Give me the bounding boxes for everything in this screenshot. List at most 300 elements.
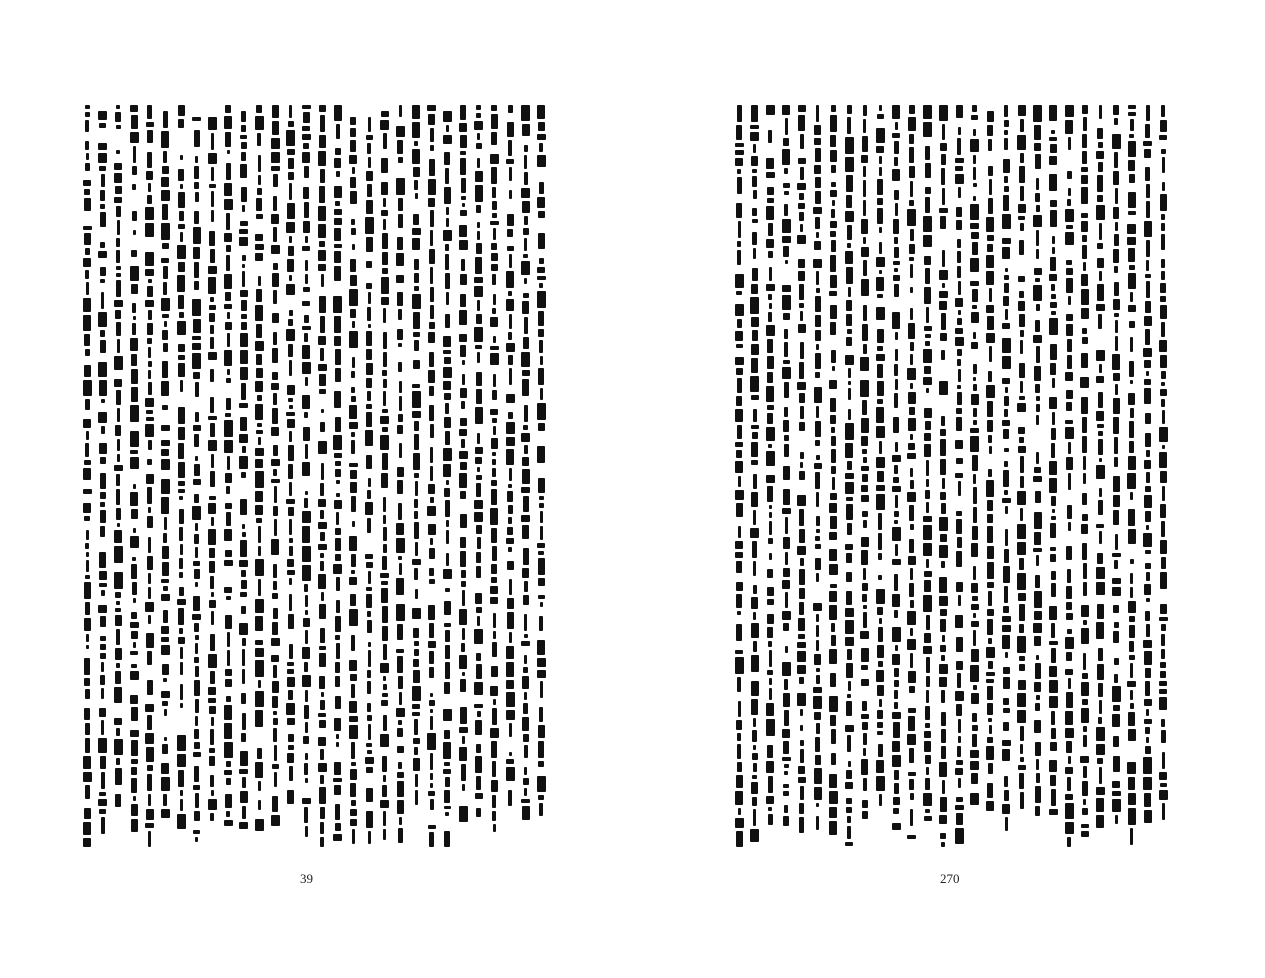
- script-glyph: [986, 647, 995, 658]
- script-glyph: [876, 146, 884, 153]
- script-glyph: [768, 294, 772, 300]
- script-glyph: [302, 546, 311, 562]
- script-glyph: [490, 154, 499, 164]
- script-glyph: [318, 544, 327, 550]
- script-glyph: [766, 105, 775, 115]
- script-glyph: [970, 281, 979, 286]
- script-glyph: [924, 731, 931, 738]
- script-glyph: [1113, 631, 1119, 643]
- script-glyph: [177, 275, 185, 292]
- script-glyph: [1052, 247, 1055, 254]
- script-glyph: [1036, 230, 1039, 246]
- script-glyph: [382, 693, 388, 697]
- script-glyph: [925, 268, 930, 284]
- script-glyph: [380, 734, 389, 747]
- script-glyph: [1098, 314, 1102, 329]
- script-glyph: [211, 210, 214, 222]
- script-glyph: [524, 614, 527, 631]
- script-glyph: [491, 114, 498, 129]
- script-glyph: [799, 529, 805, 543]
- script-glyph: [132, 211, 137, 221]
- script-glyph: [351, 800, 356, 806]
- script-glyph: [766, 172, 775, 178]
- script-glyph: [273, 564, 277, 578]
- script-glyph: [907, 835, 916, 839]
- script-glyph: [194, 281, 199, 290]
- script-glyph: [492, 213, 497, 218]
- script-glyph: [829, 380, 837, 389]
- script-glyph: [430, 497, 434, 503]
- script-glyph: [492, 274, 496, 285]
- script-glyph: [847, 735, 851, 752]
- script-glyph: [1051, 496, 1056, 506]
- script-glyph: [133, 484, 136, 489]
- script-glyph: [335, 349, 341, 365]
- script-glyph: [1049, 174, 1057, 191]
- script-glyph: [1081, 628, 1089, 644]
- script-glyph: [226, 778, 231, 785]
- script-glyph: [101, 590, 105, 596]
- script-glyph: [1162, 445, 1165, 449]
- script-glyph: [367, 620, 372, 633]
- script-glyph: [877, 294, 883, 298]
- script-glyph: [398, 762, 402, 769]
- script-glyph: [1112, 791, 1121, 796]
- script-glyph: [736, 582, 743, 591]
- script-glyph: [444, 601, 451, 615]
- script-glyph: [799, 509, 804, 526]
- script-glyph: [476, 243, 482, 254]
- script-glyph: [972, 105, 977, 112]
- script-glyph: [816, 105, 819, 122]
- script-glyph: [847, 461, 852, 470]
- script-glyph: [783, 466, 790, 480]
- script-glyph: [1113, 705, 1120, 711]
- script-glyph: [942, 635, 945, 642]
- script-glyph: [829, 821, 837, 835]
- script-glyph: [970, 436, 979, 452]
- script-glyph: [766, 427, 775, 441]
- script-glyph: [178, 363, 185, 377]
- script-glyph: [131, 369, 138, 384]
- script-glyph: [1034, 467, 1041, 473]
- script-glyph: [923, 525, 932, 540]
- script-glyph: [1002, 635, 1010, 649]
- script-glyph: [145, 207, 154, 220]
- script-glyph: [782, 219, 791, 233]
- script-glyph: [305, 236, 308, 243]
- script-glyph: [1052, 509, 1055, 513]
- script-glyph: [492, 708, 497, 725]
- script-glyph: [863, 748, 866, 756]
- script-glyph: [430, 466, 433, 481]
- script-glyph: [769, 512, 772, 518]
- script-glyph: [334, 762, 341, 775]
- script-glyph: [767, 745, 773, 758]
- script-glyph: [444, 152, 450, 165]
- script-glyph: [829, 564, 838, 575]
- script-glyph: [940, 216, 946, 229]
- script-glyph: [926, 388, 929, 393]
- script-glyph: [939, 270, 948, 280]
- script-glyph: [241, 300, 247, 311]
- script-glyph: [537, 403, 546, 420]
- script-glyph: [493, 294, 496, 305]
- script-glyph: [99, 123, 106, 128]
- script-glyph: [862, 136, 868, 152]
- script-glyph: [989, 346, 992, 362]
- script-glyph: [178, 344, 185, 352]
- script-glyph: [894, 190, 899, 200]
- script-glyph: [735, 650, 743, 654]
- script-glyph: [1159, 790, 1168, 800]
- script-glyph: [1003, 667, 1010, 674]
- script-glyph: [521, 799, 530, 803]
- script-glyph: [98, 362, 107, 377]
- script-glyph: [443, 742, 451, 759]
- script-glyph: [1159, 427, 1168, 442]
- script-glyph: [1097, 664, 1104, 680]
- script-glyph: [973, 167, 976, 180]
- script-glyph: [429, 352, 434, 367]
- script-glyph: [381, 588, 388, 603]
- script-glyph: [753, 641, 757, 652]
- script-glyph: [923, 516, 932, 522]
- script-glyph: [302, 134, 311, 140]
- script-glyph: [1068, 678, 1071, 689]
- script-glyph: [876, 128, 885, 143]
- text-column: [127, 105, 141, 850]
- script-glyph: [1096, 205, 1105, 220]
- script-glyph: [1033, 623, 1042, 633]
- script-glyph: [988, 718, 992, 722]
- script-glyph: [1049, 318, 1058, 335]
- script-glyph: [273, 445, 278, 456]
- script-glyph: [101, 688, 104, 699]
- script-glyph: [398, 556, 402, 560]
- script-glyph: [305, 444, 308, 459]
- script-glyph: [255, 660, 264, 677]
- script-glyph: [351, 762, 356, 766]
- script-glyph: [430, 693, 433, 697]
- script-glyph: [1160, 671, 1166, 678]
- script-glyph: [209, 548, 215, 558]
- script-glyph: [538, 211, 545, 218]
- script-glyph: [351, 440, 355, 454]
- script-glyph: [798, 324, 806, 333]
- script-glyph: [1003, 708, 1010, 713]
- script-glyph: [909, 407, 915, 415]
- script-glyph: [195, 716, 198, 726]
- script-glyph: [305, 377, 308, 386]
- script-glyph: [336, 124, 340, 139]
- script-glyph: [1130, 408, 1134, 418]
- script-glyph: [877, 645, 884, 658]
- script-glyph: [1050, 547, 1056, 551]
- script-glyph: [956, 458, 963, 464]
- text-column: [1031, 105, 1045, 850]
- script-glyph: [522, 301, 529, 314]
- script-glyph: [797, 235, 806, 244]
- script-glyph: [493, 426, 496, 435]
- script-glyph: [459, 473, 467, 488]
- script-glyph: [396, 708, 405, 717]
- script-glyph: [956, 207, 962, 217]
- script-glyph: [846, 267, 853, 284]
- script-glyph: [226, 811, 230, 817]
- script-glyph: [399, 563, 402, 575]
- script-glyph: [767, 339, 773, 353]
- script-glyph: [989, 288, 992, 302]
- script-glyph: [910, 434, 913, 440]
- script-glyph: [114, 687, 122, 703]
- script-glyph: [148, 183, 151, 192]
- script-glyph: [100, 267, 106, 276]
- script-glyph: [941, 655, 945, 661]
- script-glyph: [85, 785, 90, 799]
- script-glyph: [430, 783, 433, 788]
- script-glyph: [751, 358, 758, 373]
- script-glyph: [736, 624, 742, 641]
- script-glyph: [210, 369, 214, 382]
- script-glyph: [130, 450, 138, 454]
- script-glyph: [877, 179, 883, 195]
- script-glyph: [381, 111, 389, 117]
- script-glyph: [1115, 384, 1118, 395]
- script-glyph: [1081, 708, 1089, 723]
- script-glyph: [814, 463, 822, 469]
- script-glyph: [523, 548, 529, 565]
- script-glyph: [736, 125, 742, 140]
- script-glyph: [208, 440, 217, 451]
- script-glyph: [492, 546, 497, 561]
- script-glyph: [477, 467, 480, 472]
- script-glyph: [955, 768, 963, 775]
- script-glyph: [815, 296, 821, 312]
- script-glyph: [477, 300, 480, 311]
- script-glyph: [163, 343, 168, 352]
- script-glyph: [973, 196, 976, 201]
- script-glyph: [85, 543, 89, 549]
- script-glyph: [1017, 524, 1026, 539]
- script-glyph: [831, 105, 836, 112]
- script-glyph: [750, 829, 759, 842]
- script-glyph: [941, 350, 945, 360]
- script-glyph: [368, 157, 371, 168]
- script-glyph: [540, 526, 543, 540]
- script-glyph: [415, 589, 418, 599]
- script-glyph: [539, 182, 544, 194]
- script-glyph: [1065, 803, 1074, 820]
- script-glyph: [1051, 428, 1056, 440]
- script-glyph: [958, 595, 961, 606]
- script-glyph: [1112, 134, 1121, 149]
- script-glyph: [255, 381, 263, 392]
- script-glyph: [226, 213, 230, 230]
- script-glyph: [973, 364, 977, 374]
- script-glyph: [413, 360, 420, 369]
- script-glyph: [491, 741, 497, 758]
- script-glyph: [239, 434, 248, 443]
- script-glyph: [490, 508, 498, 525]
- script-glyph: [273, 665, 277, 678]
- script-glyph: [227, 456, 230, 470]
- script-glyph: [1002, 625, 1011, 632]
- script-glyph: [1034, 682, 1041, 692]
- script-glyph: [84, 618, 91, 631]
- script-glyph: [286, 499, 295, 504]
- script-glyph: [148, 794, 151, 806]
- script-glyph: [334, 105, 342, 121]
- script-glyph: [1036, 655, 1039, 660]
- script-glyph: [971, 649, 979, 662]
- script-glyph: [163, 282, 167, 295]
- script-glyph: [224, 183, 232, 196]
- script-glyph: [1112, 553, 1121, 557]
- script-glyph: [507, 561, 514, 570]
- script-glyph: [351, 570, 355, 574]
- script-glyph: [1129, 361, 1134, 377]
- script-glyph: [366, 587, 372, 591]
- script-glyph: [925, 197, 930, 213]
- script-glyph: [1130, 292, 1133, 302]
- script-glyph: [940, 439, 946, 456]
- script-glyph: [192, 299, 201, 316]
- script-glyph: [302, 126, 310, 131]
- script-glyph: [145, 823, 154, 828]
- script-glyph: [1146, 105, 1150, 121]
- script-glyph: [162, 744, 168, 754]
- script-glyph: [735, 304, 744, 316]
- script-glyph: [782, 729, 790, 738]
- script-glyph: [287, 570, 295, 575]
- script-glyph: [798, 618, 805, 631]
- script-glyph: [490, 686, 498, 696]
- script-glyph: [507, 214, 514, 226]
- script-glyph: [161, 440, 170, 446]
- script-glyph: [180, 790, 183, 796]
- text-column: [936, 105, 950, 850]
- script-glyph: [798, 766, 805, 774]
- script-glyph: [335, 662, 340, 673]
- script-glyph: [180, 544, 183, 555]
- script-glyph: [1020, 119, 1024, 132]
- script-glyph: [413, 738, 420, 744]
- script-glyph: [255, 459, 263, 468]
- script-glyph: [446, 530, 449, 544]
- script-glyph: [286, 703, 295, 715]
- script-glyph: [335, 538, 341, 551]
- script-glyph: [751, 623, 759, 638]
- script-glyph: [970, 750, 979, 758]
- script-glyph: [537, 155, 546, 167]
- script-glyph: [98, 412, 107, 423]
- script-glyph: [460, 135, 467, 148]
- script-glyph: [815, 353, 821, 369]
- script-glyph: [738, 701, 741, 717]
- script-glyph: [830, 715, 836, 726]
- text-column: [826, 105, 840, 850]
- script-glyph: [380, 800, 389, 808]
- script-glyph: [957, 349, 962, 356]
- script-glyph: [224, 587, 232, 593]
- script-glyph: [751, 699, 758, 715]
- script-glyph: [830, 221, 837, 228]
- script-glyph: [878, 744, 883, 757]
- script-glyph: [1160, 355, 1167, 368]
- script-glyph: [910, 181, 913, 197]
- script-glyph: [430, 230, 433, 247]
- script-glyph: [506, 680, 514, 689]
- script-glyph: [848, 388, 851, 400]
- script-glyph: [768, 312, 772, 322]
- script-glyph: [845, 482, 854, 494]
- script-glyph: [444, 417, 451, 428]
- script-glyph: [177, 599, 186, 605]
- script-glyph: [209, 305, 216, 310]
- script-glyph: [1066, 586, 1072, 599]
- script-glyph: [273, 728, 277, 742]
- script-glyph: [955, 691, 964, 701]
- script-glyph: [923, 235, 932, 247]
- script-glyph: [1018, 765, 1026, 770]
- script-glyph: [490, 728, 499, 738]
- script-glyph: [539, 258, 544, 264]
- script-glyph: [798, 105, 806, 112]
- script-glyph: [225, 132, 231, 147]
- script-glyph: [381, 581, 388, 585]
- script-glyph: [210, 471, 215, 487]
- script-glyph: [925, 334, 931, 338]
- script-glyph: [225, 669, 232, 676]
- script-glyph: [116, 150, 120, 154]
- script-glyph: [989, 179, 992, 195]
- script-glyph: [145, 252, 154, 266]
- script-glyph: [735, 150, 744, 155]
- script-glyph: [474, 327, 483, 342]
- script-glyph: [352, 521, 355, 527]
- script-glyph: [1067, 339, 1072, 352]
- script-glyph: [846, 807, 852, 813]
- script-glyph: [115, 608, 121, 612]
- script-glyph: [1081, 308, 1089, 319]
- script-glyph: [908, 117, 916, 131]
- script-glyph: [988, 638, 992, 644]
- script-glyph: [1081, 682, 1089, 696]
- script-glyph: [784, 407, 788, 417]
- script-glyph: [100, 457, 106, 464]
- text-column: [1141, 105, 1155, 850]
- script-glyph: [1019, 396, 1025, 400]
- script-glyph: [318, 264, 326, 271]
- script-glyph: [1082, 699, 1088, 705]
- script-glyph: [99, 708, 106, 717]
- script-glyph: [538, 122, 545, 131]
- script-glyph: [179, 628, 183, 634]
- script-glyph: [986, 480, 994, 497]
- script-glyph: [271, 459, 280, 466]
- script-glyph: [987, 316, 994, 330]
- script-glyph: [333, 296, 342, 313]
- script-glyph: [414, 747, 418, 755]
- script-glyph: [1096, 622, 1104, 639]
- script-glyph: [83, 489, 92, 494]
- script-glyph: [987, 562, 994, 579]
- script-glyph: [892, 627, 901, 642]
- script-glyph: [475, 171, 483, 182]
- script-glyph: [892, 654, 900, 665]
- script-glyph: [1081, 289, 1089, 305]
